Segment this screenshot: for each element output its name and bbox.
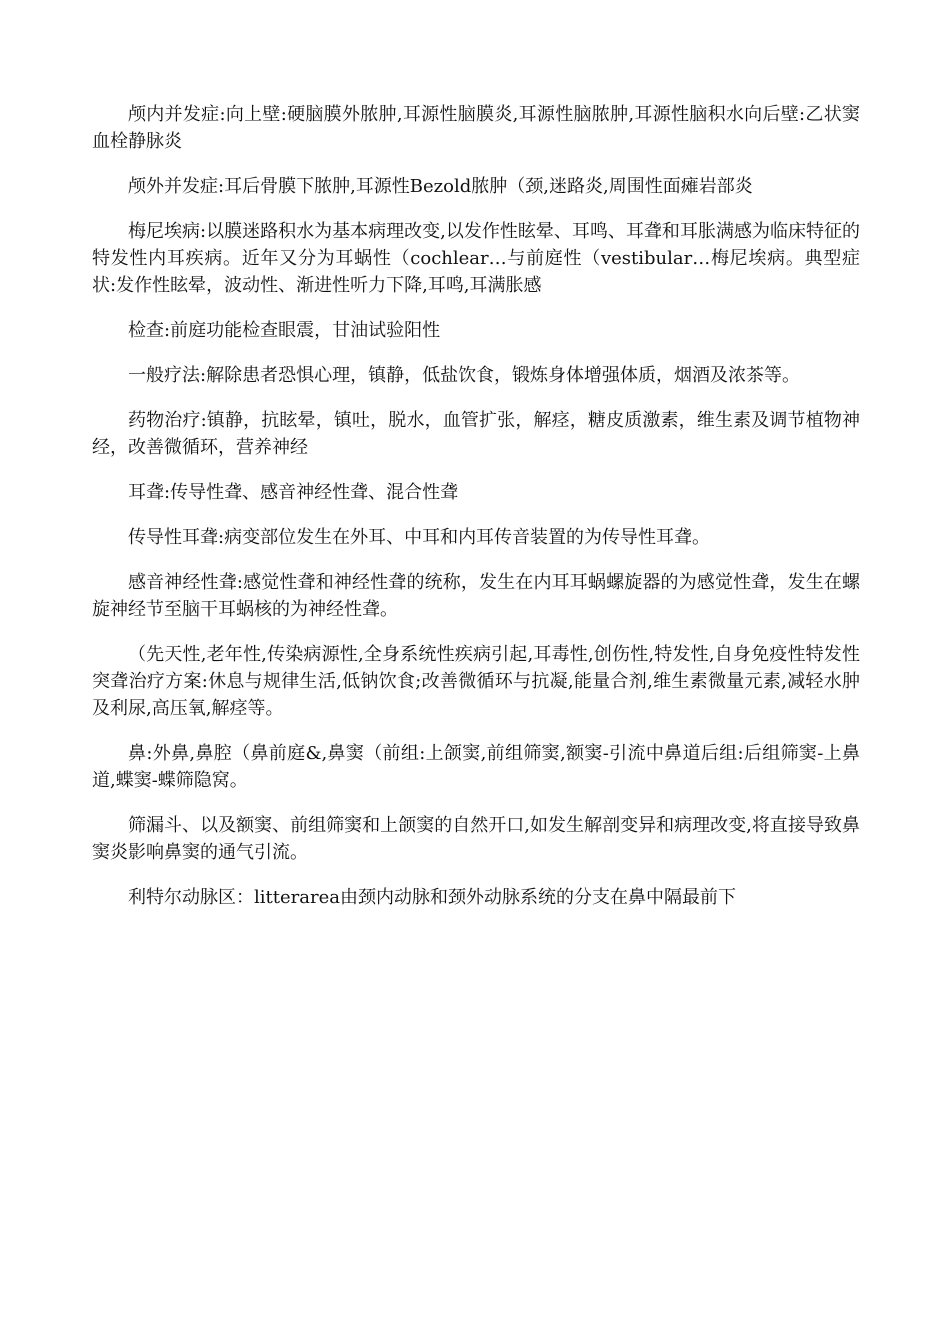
paragraph-menieres-disease: 梅尼埃病:以膜迷路积水为基本病理改变,以发作性眩晕、耳鸣、耳聋和耳胀满感为临床特征的特发性内耳疾病。近年又分为耳蜗性（cochlear…与前庭性（vestibular…梅尼埃病。典型症状:发作性眩晕，波动性、渐进性听力下降,耳鸣,耳满胀感 — [92, 221, 860, 296]
paragraph-intracranial-complications: 颅内并发症:向上壁:硬脑膜外脓肿,耳源性脑膜炎,耳源性脑脓肿,耳源性脑积水向后壁:乙状窦血栓静脉炎 — [92, 104, 860, 152]
paragraph-conductive-deafness: 传导性耳聋:病变部位发生在外耳、中耳和内耳传音装置的为传导性耳聋。 — [128, 527, 711, 548]
paragraph-nose-anatomy: 鼻:外鼻,鼻腔（鼻前庭&,鼻窦（前组:上颌窦,前组筛窦,额窦-引流中鼻道后组:后组筛窦-上鼻道,蝶窦-蝶筛隐窝。 — [92, 743, 860, 791]
paragraph-sensorineural-deafness: 感音神经性聋:感觉性聋和神经性聋的统称，发生在内耳耳蜗螺旋器的为感觉性聋，发生在螺旋神经节至脑干耳蜗核的为神经性聋。 — [92, 572, 860, 620]
paragraph-deafness-types: 耳聋:传导性聋、感音神经性聋、混合性聋 — [128, 482, 459, 503]
paragraph-general-therapy: 一般疗法:解除患者恐惧心理，镇静，低盐饮食，锻炼身体增强体质，烟酒及浓茶等。 — [128, 365, 801, 386]
paragraph-littles-area: 利特尔动脉区：litterarea由颈内动脉和颈外动脉系统的分支在鼻中隔最前下 — [128, 887, 736, 908]
paragraph-sudden-deafness-treatment: （先天性,老年性,传染病源性,全身系统性疾病引起,耳毒性,创伤性,特发性,自身免疫性特发性突聋治疗方案:休息与规律生活,低钠饮食;改善微循环与抗凝,能量合剂,维生素微量元素,减轻水肿及利尿,高压氧,解痉等。 — [92, 644, 860, 719]
paragraph-extracranial-complications: 颅外并发症:耳后骨膜下脓肿,耳源性Bezold脓肿（颈,迷路炎,周围性面瘫岩部炎 — [128, 176, 753, 197]
paragraph-examination: 检查:前庭功能检查眼震，甘油试验阳性 — [128, 320, 441, 341]
document-body — [92, 101, 860, 929]
paragraph-drug-therapy: 药物治疗:镇静，抗眩晕，镇吐，脱水，血管扩张，解痉，糖皮质激素，维生素及调节植物神经，改善微循环，营养神经 — [92, 410, 860, 458]
paragraph-ethmoid-infundibulum: 筛漏斗、以及额窦、前组筛窦和上颌窦的自然开口,如发生解剖变异和病理改变,将直接导致鼻窦炎影响鼻窦的通气引流。 — [92, 815, 860, 863]
